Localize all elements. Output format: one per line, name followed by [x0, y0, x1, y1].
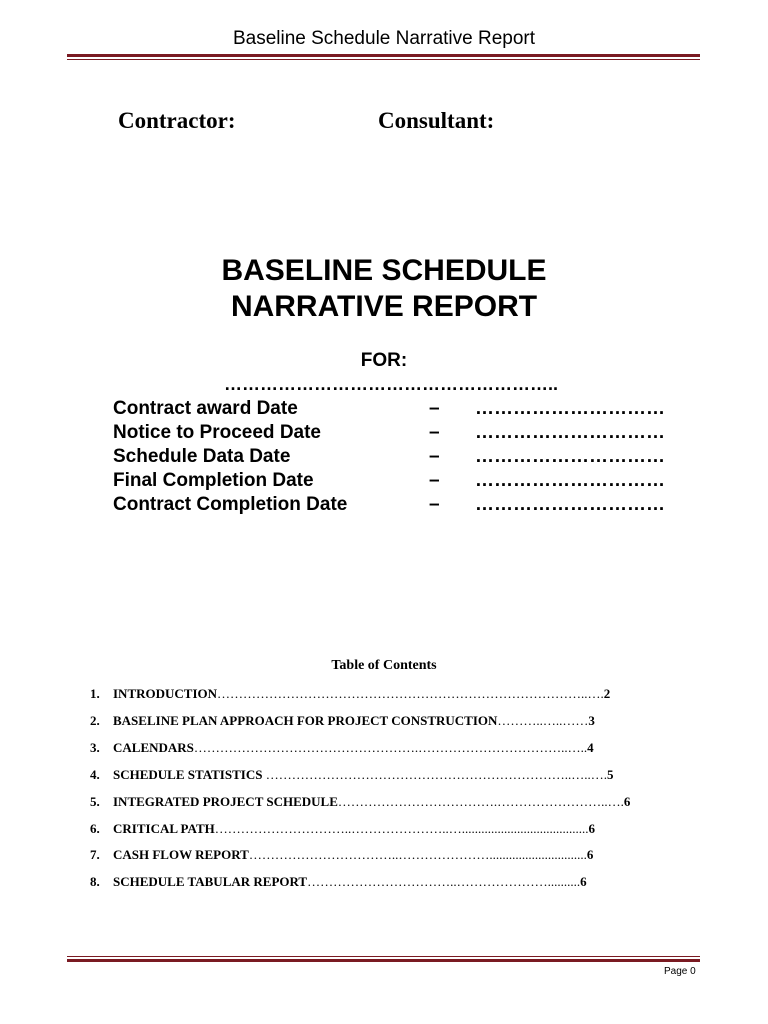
toc-leader: …………………………………………………………………………..…. — [217, 686, 604, 701]
toc-page: 6 — [586, 847, 594, 862]
toc-number: 2. — [90, 713, 100, 728]
toc-number: 5. — [90, 794, 100, 809]
toc-leader: …………………………………………….……………………………..….. — [193, 740, 588, 755]
header-rule-thick — [67, 54, 700, 57]
toc-heading: Table of Contents — [331, 658, 437, 673]
toc-number: 1. — [90, 686, 100, 701]
toc-title: INTEGRATED PROJECT SCHEDULE — [113, 794, 338, 809]
toc-leader: ……………………………..………………….............................. — [248, 847, 587, 862]
toc-text — [113, 686, 684, 702]
toc-page: 6 — [623, 794, 631, 809]
date-separator: – — [429, 470, 440, 491]
consultant-label: Consultant: — [378, 108, 495, 133]
toc-text — [113, 847, 684, 863]
for-blank-line: ……………………………………………….. — [224, 374, 559, 394]
toc-page: 3 — [588, 713, 595, 728]
toc-number: 3. — [90, 740, 100, 755]
toc-title: SCHEDULE STATISTICS — [113, 767, 263, 782]
date-label: Contract Completion Date — [113, 494, 348, 515]
toc-leader: ……………………………………………………………..…..…. — [262, 767, 607, 782]
toc-text — [113, 713, 684, 729]
toc-leader: ………..…..…… — [497, 713, 589, 728]
toc-page: 4 — [587, 740, 594, 755]
date-value: ………………………… — [475, 494, 665, 515]
report-title-line2: NARRATIVE REPORT — [230, 290, 538, 323]
toc-title: CRITICAL PATH — [113, 821, 215, 836]
date-label: Final Completion Date — [113, 470, 314, 491]
toc-leader: …………………………..…………………..…....................................... — [214, 821, 589, 836]
header-rule-thin — [67, 59, 700, 60]
toc-page: 6 — [588, 821, 595, 836]
toc-title: BASELINE PLAN APPROACH FOR PROJECT CONSTRUCTION — [113, 713, 498, 728]
toc-number: 6. — [90, 821, 100, 836]
date-value: ………………………… — [475, 398, 665, 419]
toc-entry[interactable] — [90, 847, 684, 865]
report-title-line1: BASELINE SCHEDULE — [221, 254, 547, 287]
footer-rule-thick — [67, 959, 700, 962]
toc-number: 7. — [90, 847, 100, 862]
toc-text — [113, 740, 684, 756]
toc-page: 2 — [603, 686, 611, 701]
date-separator: – — [429, 398, 440, 419]
for-label: FOR: — [360, 350, 408, 371]
date-value: ………………………… — [475, 470, 665, 491]
date-label: Contract award Date — [113, 398, 298, 419]
toc-text — [113, 767, 684, 783]
toc-number: 4. — [90, 767, 100, 782]
toc-title: CASH FLOW REPORT — [113, 847, 249, 862]
date-row — [113, 398, 693, 422]
footer-rule-thin — [67, 956, 700, 957]
date-row — [113, 422, 693, 446]
toc-leader: ……………………………….……………………..…. — [337, 794, 624, 809]
date-separator: – — [429, 494, 440, 515]
date-row — [113, 494, 693, 518]
toc-entry[interactable] — [90, 794, 684, 812]
toc-text — [113, 821, 684, 837]
page-header-title: Baseline Schedule Narrative Report — [232, 28, 536, 49]
toc-title: SCHEDULE TABULAR REPORT — [113, 874, 308, 889]
toc-leader: ……………………………..………………….......... — [307, 874, 581, 889]
toc-text — [113, 794, 684, 810]
date-label: Schedule Data Date — [113, 446, 291, 467]
toc-page: 6 — [580, 874, 587, 889]
toc-entry[interactable] — [90, 740, 684, 758]
date-value: ………………………… — [475, 446, 665, 467]
toc-text — [113, 874, 684, 890]
toc-entry[interactable] — [90, 686, 684, 704]
toc-title: CALENDARS — [113, 740, 194, 755]
toc-entry[interactable] — [90, 821, 684, 839]
page-number: Page 0 — [664, 966, 696, 977]
toc-page: 5 — [606, 767, 614, 782]
date-label: Notice to Proceed Date — [113, 422, 321, 443]
date-separator: – — [429, 446, 440, 467]
toc-entry[interactable] — [90, 767, 684, 785]
date-row — [113, 470, 693, 494]
date-value: ………………………… — [475, 422, 665, 443]
toc-entry[interactable] — [90, 713, 684, 731]
toc-entry[interactable] — [90, 874, 684, 892]
date-separator: – — [429, 422, 440, 443]
toc-title: INTRODUCTION — [113, 686, 218, 701]
toc-number: 8. — [90, 874, 100, 889]
contractor-label: Contractor: — [118, 108, 236, 133]
date-row — [113, 446, 693, 470]
